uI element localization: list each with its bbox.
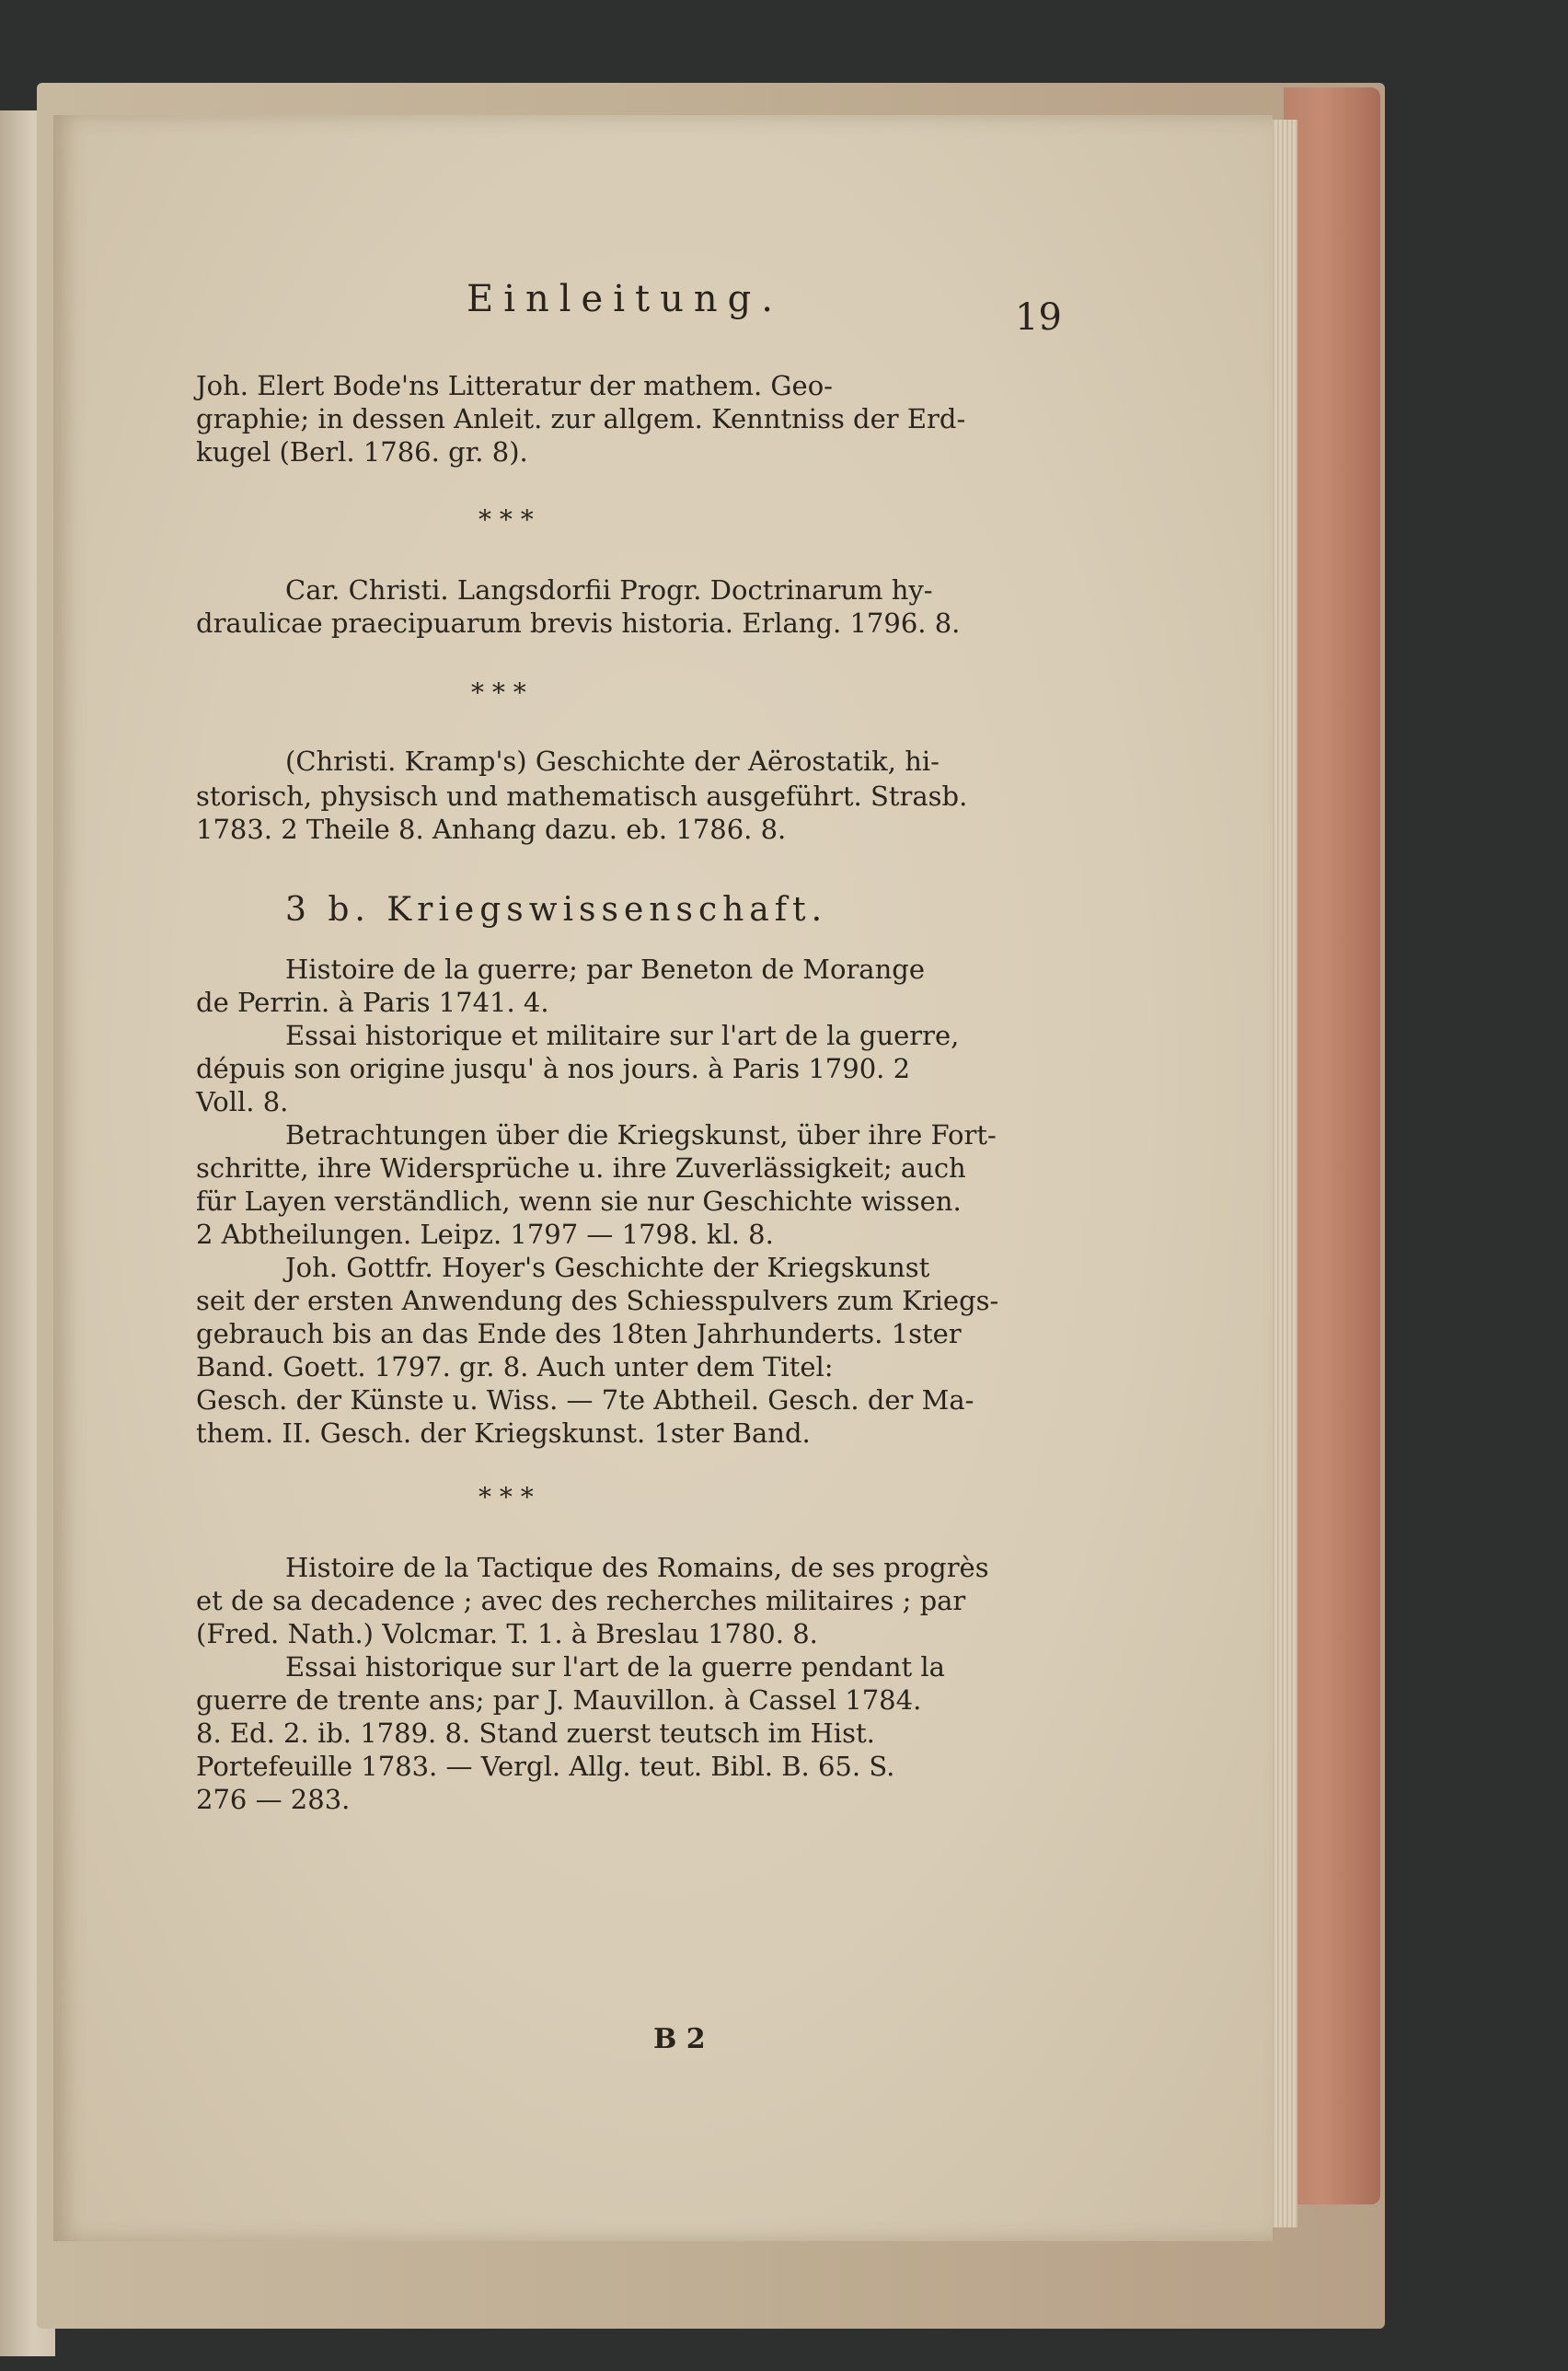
text-line: schritte, ihre Widersprüche u. ihre Zuverlässigkeit; auch xyxy=(196,1152,966,1184)
text-line: 276 — 283. xyxy=(196,1784,351,1815)
section-heading: 3 b. Kriegswissenschaft. xyxy=(285,891,828,929)
text-line: them. II. Gesch. der Kriegskunst. 1ster Band. xyxy=(196,1417,811,1449)
text-line: Essai historique sur l'art de la guerre pendant la xyxy=(285,1651,945,1683)
text-line: Histoire de la guerre; par Beneton de Morange xyxy=(285,954,925,985)
text-line: 8. Ed. 2. ib. 1789. 8. Stand zuerst teutsch im Hist. xyxy=(196,1718,875,1749)
separator-asterisks: * * * xyxy=(471,677,526,708)
text-line: für Layen verständlich, wenn sie nur Geschichte wissen. xyxy=(196,1186,962,1217)
text-line: kugel (Berl. 1786. gr. 8). xyxy=(196,436,528,468)
text-line: Gesch. der Künste u. Wiss. — 7te Abtheil. Gesch. der Ma- xyxy=(196,1384,974,1416)
text-line: Joh. Gottfr. Hoyer's Geschichte der Kriegskunst xyxy=(285,1252,930,1283)
page-stack xyxy=(1270,120,1297,2227)
text-line: (Christi. Kramp's) Geschichte der Aërostatik, hi- xyxy=(285,746,940,777)
signature-mark: B 2 xyxy=(653,2023,706,2055)
text-line: gebrauch bis an das Ende des 18ten Jahrhunderts. 1ster xyxy=(196,1318,962,1349)
text-line: seit der ersten Anwendung des Schiesspulvers zum Kriegs- xyxy=(196,1285,999,1316)
text-line: Essai historique et militaire sur l'art de la guerre, xyxy=(285,1020,960,1051)
text-line: Histoire de la Tactique des Romains, de ses progrès xyxy=(285,1552,989,1583)
text-line: Car. Christi. Langsdorfii Progr. Doctrinarum hy- xyxy=(285,574,933,606)
text-line: dépuis son origine jusqu' à nos jours. à Paris 1790. 2 xyxy=(196,1053,911,1084)
text-line: Joh. Elert Bode'ns Litteratur der mathem. Geo- xyxy=(196,370,833,401)
text-line: Band. Goett. 1797. gr. 8. Auch unter dem Titel: xyxy=(196,1351,834,1382)
text-line: graphie; in dessen Anleit. zur allgem. Kenntniss der Erd- xyxy=(196,403,966,434)
text-line: Betrachtungen über die Kriegskunst, über ihre Fort- xyxy=(285,1119,997,1151)
text-line: (Fred. Nath.) Volcmar. T. 1. à Breslau 1780. 8. xyxy=(196,1618,818,1649)
text-line: 2 Abtheilungen. Leipz. 1797 — 1798. kl. 8. xyxy=(196,1219,774,1250)
text-line: draulicae praecipuarum brevis historia. Erlang. 1796. 8. xyxy=(196,607,961,639)
text-line: guerre de trente ans; par J. Mauvillon. à Cassel 1784. xyxy=(196,1684,922,1716)
text-line: storisch, physisch und mathematisch ausgeführt. Strasb. xyxy=(196,781,968,812)
text-line: de Perrin. à Paris 1741. 4. xyxy=(196,987,549,1018)
text-line: Voll. 8. xyxy=(196,1086,289,1117)
page-number: 19 xyxy=(1015,296,1062,339)
running-header: Einleitung. xyxy=(467,278,783,320)
separator-asterisks: * * * xyxy=(478,504,534,535)
text-line: 1783. 2 Theile 8. Anhang dazu. eb. 1786. 8. xyxy=(196,814,787,845)
separator-asterisks: * * * xyxy=(478,1482,534,1512)
text-line: Portefeuille 1783. — Vergl. Allg. teut. Bibl. B. 65. S. xyxy=(196,1751,895,1782)
cover-edge xyxy=(1284,87,1380,2204)
text-line: et de sa decadence ; avec des recherches militaires ; par xyxy=(196,1585,966,1616)
